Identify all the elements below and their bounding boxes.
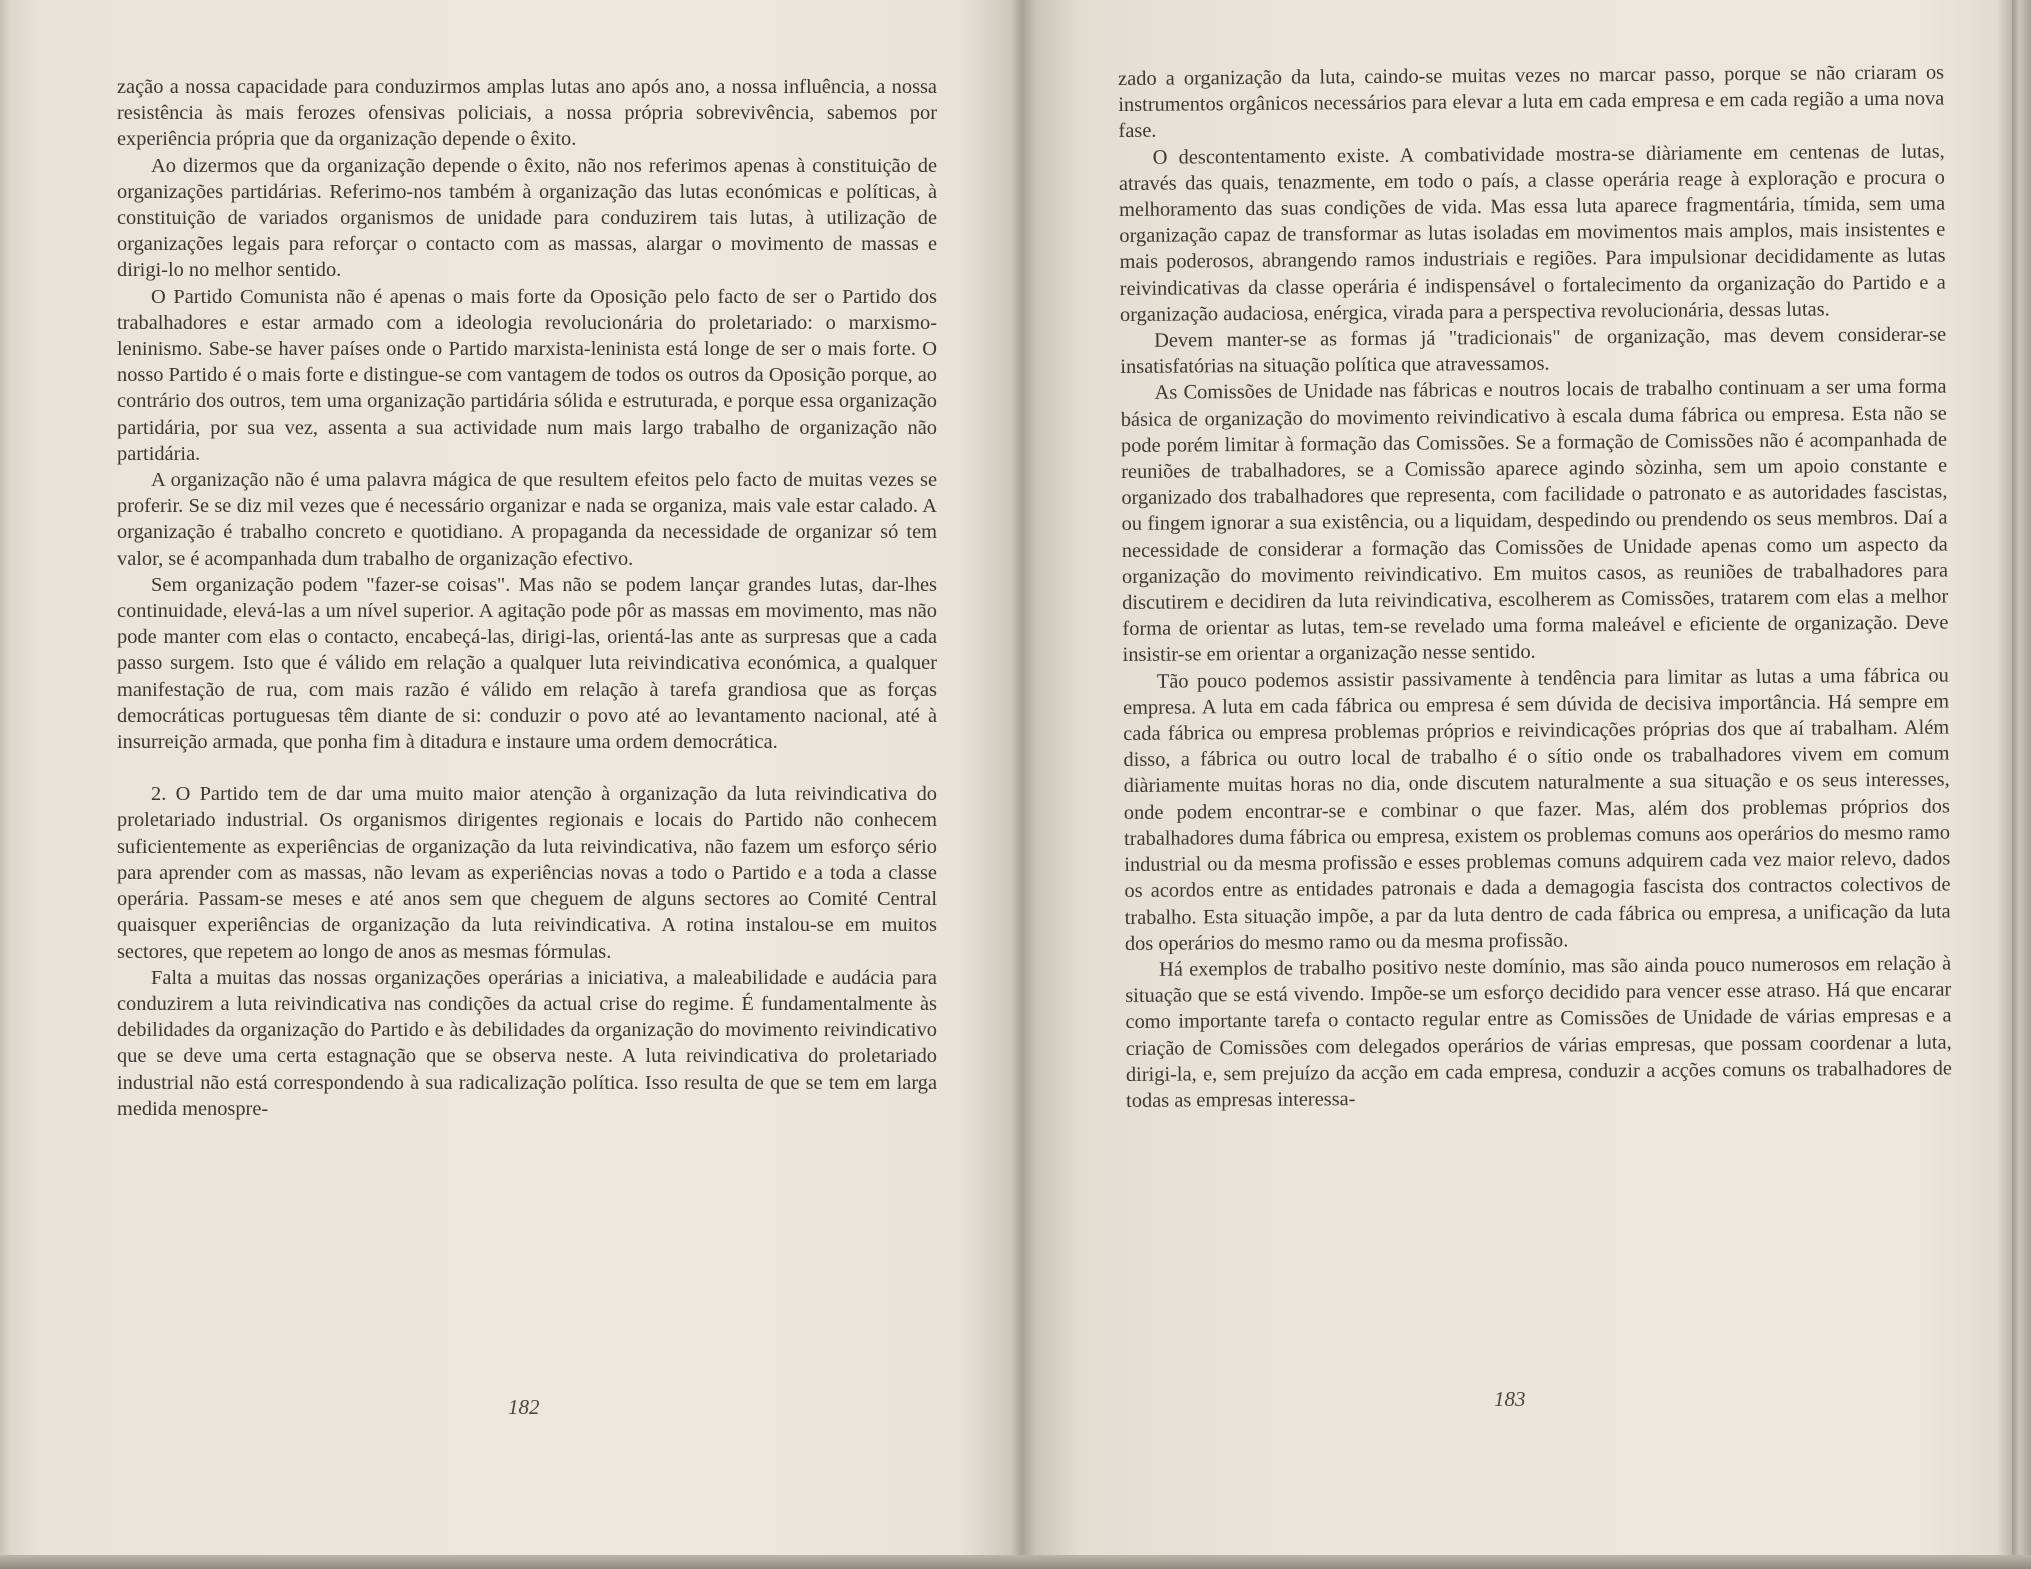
paragraph: Falta a muitas das nossas organizações operárias a iniciativa, a maleabilidade e audácia para conduzirem a luta reivindicativa nas condições da actual crise do regime. É fundamentalmente às debilidades da organização do Partido e às debilidades da organização do movimento reivindicativo que se deve uma certa estagnação que se observa neste. A luta reivindicativa do proletariado industrial não está correspondendo à sua radicalização política. Isso resulta de que se tem em larga medida menospre- bbox=[117, 966, 937, 1120]
paragraph: 2. O Partido tem de dar uma muito maior atenção à organização da luta reivindicativa do proletariado industrial. Os organismos dirigentes regionais e locais do Partido não conhecem suficientemente as experiências de organização da luta reivindicativa, não fazem um esforço sério para aprender com as massas, não levam as experiências novas a todo o Partido e a toda a classe operária. Passam-se meses e até anos sem que cheguem de alguns sectores ao Comité Central quaisquer experiências de organização da luta reivindicativa. A rotina instalou-se em muitos sectores, que repetem ao longo de anos as mesmas fórmulas. bbox=[117, 783, 937, 963]
paragraph: O Partido Comunista não é apenas o mais forte da Oposição pelo facto de ser o Partido dos trabalhadores e estar armado com a ideologia revolucionária do proletariado: o marxismo-leninismo. Sabe-se haver países onde o Partido marxista-leninista está longe de ser o mais forte. O nosso Partido é o mais forte e distingue-se com vantagem de todos os outros da Oposição porque, ao contrário dos outros, tem uma organização partidária sólida e estruturada, e porque essa organização partidária, por sua vez, assenta a sua actividade num mais largo trabalho de organização não partidária. bbox=[117, 285, 937, 465]
paragraph: O descontentamento existe. A combatividade mostra-se diàriamente em centenas de lutas, através das quais, tenazmente, em todo o país, a classe operária reage à exploração e procura o melhoramento das suas condições de vida. Mas essa luta aparece fragmentária, tímida, sem uma organização capaz de transformar as lutas isoladas em movimentos mais amplos, mais insistentes e mais poderosos, abrangendo ramos industriais e regiões. Para impulsionar decididamente as lutas reivindicativas da classe operária é indispensável o fortalecimento da organização do Partido e a organização audaciosa, enérgica, virada para a perspectiva revolucionária, dessas lutas. bbox=[1118, 140, 1946, 326]
page-number: 182 bbox=[508, 1395, 540, 1419]
paragraph: zado a organização da luta, caindo-se muitas vezes no marcar passo, porque se não criaram os instrumentos orgânicos necessários para elevar a luta em cada empresa e em cada região a uma nova fase. bbox=[1118, 61, 1945, 143]
page-number: 183 bbox=[1494, 1387, 1526, 1411]
left-page bbox=[0, 0, 1022, 1555]
left-page-text bbox=[117, 74, 937, 1122]
book-bottom-edge bbox=[0, 1555, 2031, 1569]
paragraph: As Comissões de Unidade nas fábricas e noutros locais de trabalho continuam a ser uma forma básica de organização do movimento reivindicativo à escala duma fábrica ou empresa. Esta não se pode porém limitar à formação das Comissões. Se a formação de Comissões não é acompanhada de reuniões de trabalhadores, se a Comissão aparece agindo sòzinha, sem um apoio constante e organizado dos trabalhadores que representa, com facilidade o patronato e as autoridades fascistas, ou fingem ignorar a sua existência, ou a liquidam, despedindo ou prendendo os seus membros. Daí a necessidade de considerar a formação das Comissões de Unidade apenas como um aspecto da organização do movimento reivindicativo. Em muitos casos, as reuniões de trabalhadores para discutirem e decidiren da luta reivindicativa, escolherem as Comissões, tratarem com elas a melhor forma de orientar as lutas, tem-se revelado uma forma maleável e eficiente de organização. Deve insistir-se em orientar a organização nesse sentido. bbox=[1120, 375, 1949, 667]
book-edge bbox=[2012, 0, 2031, 1569]
paragraph: Ao dizermos que da organização depende o êxito, não nos referimos apenas à constituição de organizações partidárias. Referimo-nos também à organização das lutas económicas e políticas, à constituição de variados organismos de unidade para conduzirem tais lutas, à utilização de organizações legais para reforçar o contacto com as massas, alargar o movimento de massas e dirigi-lo no melhor sentido. bbox=[117, 154, 937, 282]
paragraph: Sem organização podem "fazer-se coisas". Mas não se podem lançar grandes lutas, dar-lhes continuidade, elevá-las a um nível superior. A agitação pode pôr as massas em movimento, mas não pode manter com elas o contacto, encabeçá-las, dirigi-las, orientá-las ante as surpresas que a cada passo surgem. Isto que é válido em relação a qualquer luta reivindicativa económica, a qualquer manifestação de rua, com mais razão é válido em relação à tarefa grandiosa que as forças democráticas portuguesas têm diante de si: conduzir o povo até ao levantamento nacional, até à insurreição armada, que ponha fim à ditadura e instaure uma ordem democrática. bbox=[117, 573, 937, 754]
paragraph: Há exemplos de trabalho positivo neste domínio, mas são ainda pouco numerosos em relação à situação que se está vivendo. Impõe-se um esforço decidido para vencer esse atraso. Há que encarar como importante tarefa o contacto regular entre as Comissões de Unidade de várias empresas e a criação de Comissões com delegados operários de várias empresas, que possam coordenar a luta, dirigi-la, e, sem prejuízo da acção em cada empresa, conduzir a acções comuns os trabalhadores de todas as empresas interessa- bbox=[1125, 952, 1952, 1112]
paragraph: zação a nossa capacidade para conduzirmos amplas lutas ano após ano, a nossa influência, a nossa resistência às mais ferozes ofensivas policiais, a nossa própria sobrevivência, sabemos por experiência própria que da organização depende o êxito. bbox=[117, 76, 937, 151]
paragraph: Tão pouco podemos assistir passivamente à tendência para limitar as lutas a uma fábrica ou empresa. A luta em cada fábrica ou empresa é sem dúvida de decisiva importância. Há sempre em cada fábrica ou empresa problemas próprios e reivindicações próprias dos que aí trabalham. Além disso, a fábrica ou outro local de trabalho é o sítio onde os trabalhadores vivem em comum diàriamente muitas horas no dia, onde discutem naturalmente a sua situação e os seus interesses, onde podem encontrar-se e combinar o que fazer. Mas, além dos problemas próprios dos trabalhadores duma fábrica ou empresa, existem os problemas comuns aos operários do mesmo ramo industrial ou da mesma profissão e esses problemas comuns adquirem cada vez maior relevo, dados os acordos entre as entidades patronais e dada a demagogia fascista dos contractos colectivos de trabalho. Esta situação impõe, a par da luta dentro de cada fábrica ou empresa, a unificação da luta dos operários do mesmo ramo ou da mesma profissão. bbox=[1122, 664, 1951, 955]
right-page-text bbox=[1118, 60, 1952, 1115]
right-page bbox=[1022, 0, 2012, 1555]
paragraph: A organização não é uma palavra mágica de que resultem efeitos pelo facto de muitas vezes se proferir. Se se diz mil vezes que é necessário organizar e nada se organiza, mais vale estar calado. A organização é trabalho concreto e quotidiano. A propaganda da necessidade de organizar só tem valor, se é acompanhada dum trabalho de organização efectivo. bbox=[117, 469, 937, 570]
paragraph: Devem manter-se as formas já "tradicionais" de organização, mas devem considerar-se insatisfatórias na situação política que atravessamos. bbox=[1120, 323, 1947, 379]
